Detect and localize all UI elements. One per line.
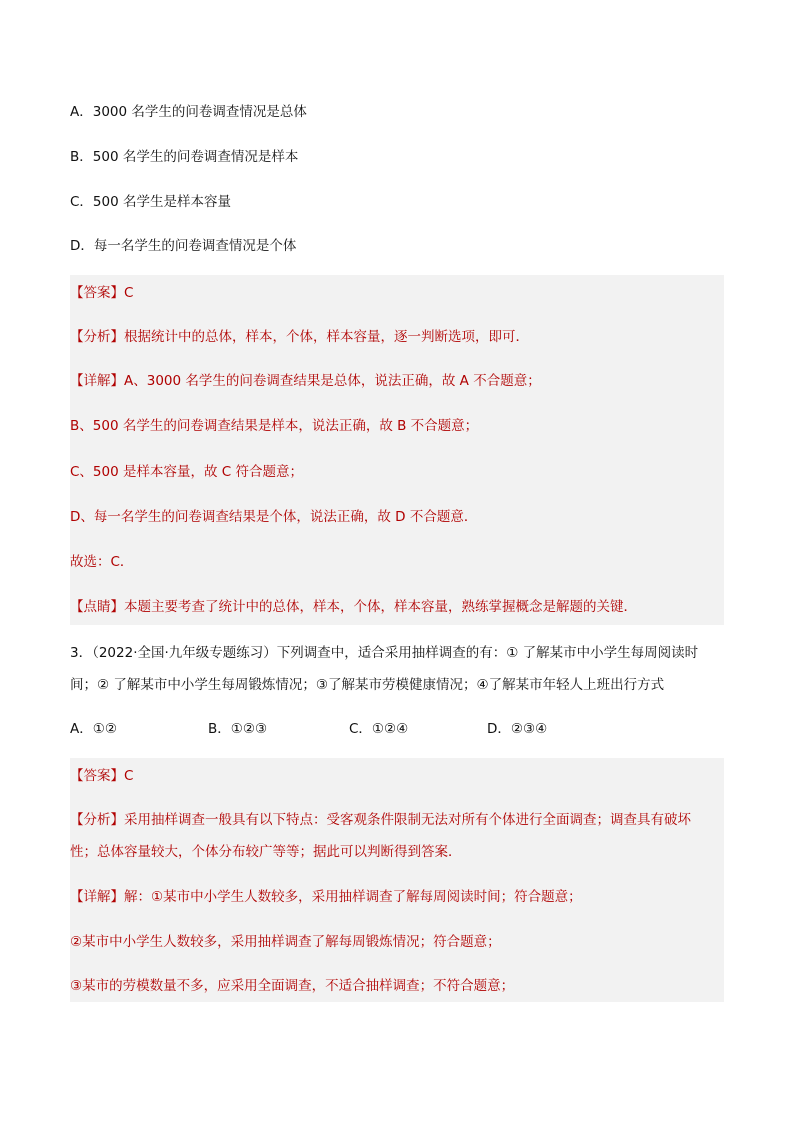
answer-line <box>70 283 724 303</box>
answer-label: 【答案】 <box>70 285 124 301</box>
q3-answer-line <box>70 766 724 786</box>
q3-answer-label: 【答案】 <box>70 768 124 784</box>
question-3-stem-line1: 3．（2022·全国·九年级专题练习）下列调查中，适合采用抽样调查的有：① 了解某市中小学生每周阅读时 <box>70 645 699 661</box>
option-c: C．500 名学生是样本容量 <box>70 194 231 210</box>
q3-analysis-line1 <box>70 810 724 830</box>
comment-text: 本题主要考查了统计中的总体，样本，个体，样本容量，熟练掌握概念是解题的关键． <box>124 599 637 615</box>
option-b: B．500 名学生的问卷调查情况是样本 <box>70 149 299 165</box>
detail-label: 【详解】 <box>70 373 124 389</box>
option-a: A．3000 名学生的问卷调查情况是总体 <box>70 104 307 120</box>
q3-detail-label: 【详解】 <box>70 889 124 905</box>
q3-detail-line-2: ②某市中小学生人数较多，采用抽样调查了解每周锻炼情况；符合题意； <box>70 934 501 950</box>
analysis-line <box>70 327 724 347</box>
detail-line-d: D、每一名学生的问卷调查结果是个体，说法正确，故 D 不合题意． <box>70 509 478 525</box>
q3-option-d: D．②③④ <box>487 721 548 737</box>
q3-option-b: B．①②③ <box>208 721 268 737</box>
detail-line-c: C、500 是样本容量，故 C 符合题意； <box>70 464 303 480</box>
analysis-text: 根据统计中的总体，样本，个体，样本容量，逐一判断选项，即可． <box>124 329 529 345</box>
solution-block-q3 <box>70 758 724 1002</box>
q3-analysis-text: 采用抽样调查一般具有以下特点：受客观条件限制无法对所有个体进行全面调查；调查具有破坏 <box>124 812 691 828</box>
choose-line: 故选：C． <box>70 554 134 570</box>
detail-line <box>70 371 724 391</box>
detail-text: A、3000 名学生的问卷调查结果是总体，说法正确，故 A 不合题意； <box>124 373 541 389</box>
q3-detail-text: 解：①某市中小学生人数较多，采用抽样调查了解每周阅读时间；符合题意； <box>124 889 582 905</box>
q3-detail-line <box>70 887 724 907</box>
answer-value: C <box>124 285 134 301</box>
solution-block-q2 <box>70 275 724 625</box>
comment-label: 【点睛】 <box>70 599 124 615</box>
question-3-options <box>70 719 724 739</box>
q3-detail-line-3: ③某市的劳模数量不多，应采用全面调查，不适合抽样调查；不符合题意； <box>70 978 515 994</box>
q3-analysis-label: 【分析】 <box>70 812 124 828</box>
q3-option-c: C．①②④ <box>349 721 409 737</box>
q3-option-a: A．①② <box>70 721 117 737</box>
comment-line <box>70 597 724 617</box>
analysis-label: 【分析】 <box>70 329 124 345</box>
detail-line-b: B、500 名学生的问卷调查结果是样本，说法正确，故 B 不合题意； <box>70 418 479 434</box>
option-d: D．每一名学生的问卷调查情况是个体 <box>70 238 297 254</box>
question-3-stem-line2: 间；② 了解某市中小学生每周锻炼情况；③了解某市劳模健康情况；④了解某市年轻人上班出行方式 <box>70 677 665 693</box>
q3-answer-value: C <box>124 768 134 784</box>
q3-analysis-line2: 性；总体容量较大，个体分布较广等等；据此可以判断得到答案． <box>70 844 462 860</box>
